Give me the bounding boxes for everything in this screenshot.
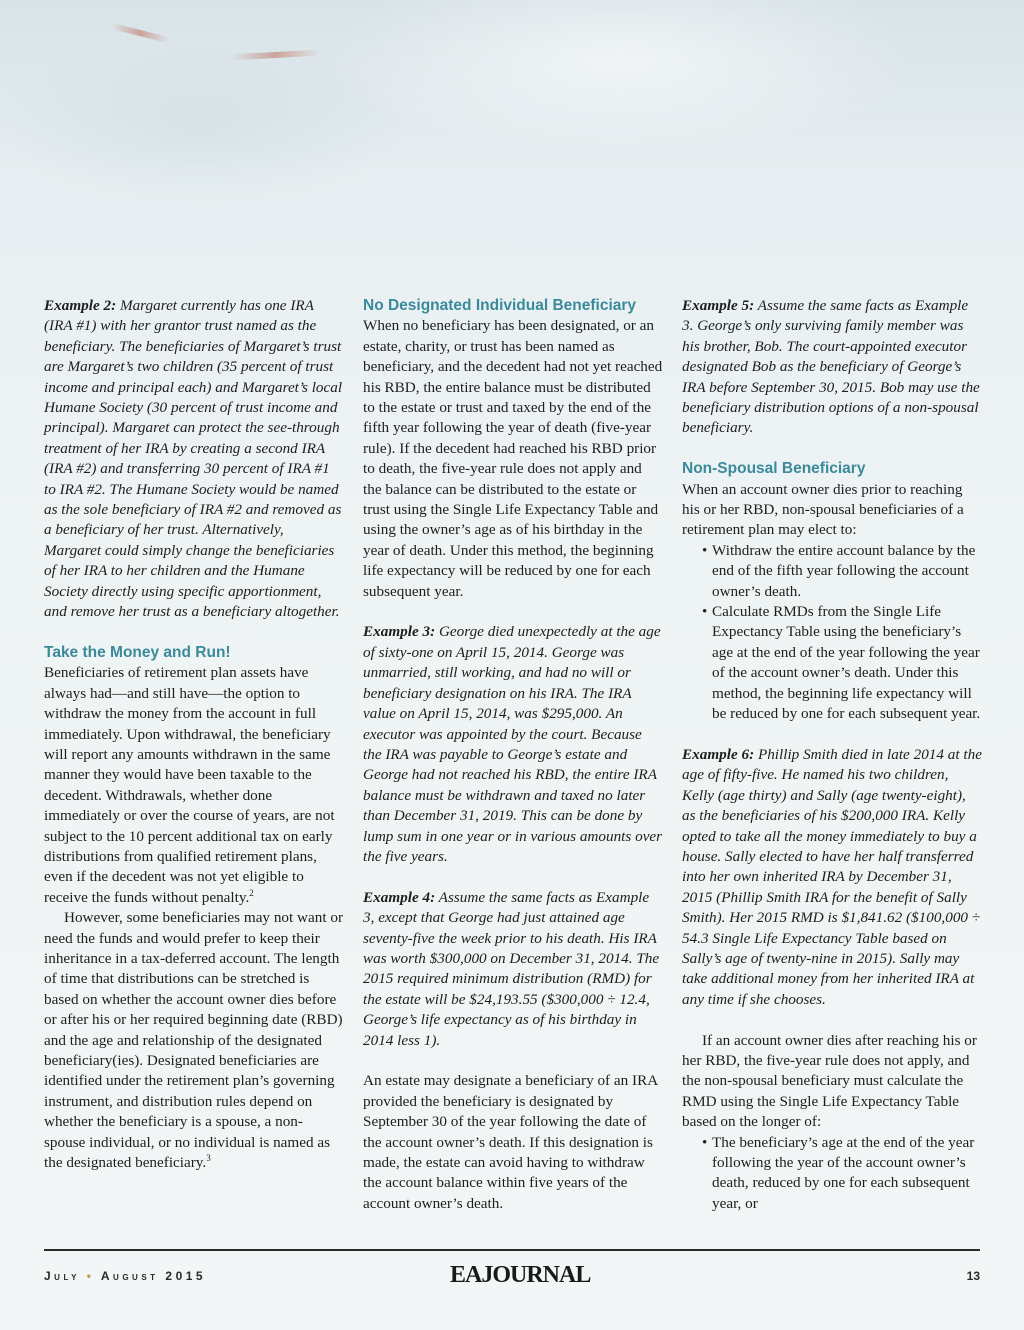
list-item: • The beneficiary’s age at the end of the year following the year of the account owner’s death, reduced by one for each subsequent year, or (682, 1133, 982, 1215)
example-2-label: Example 2: (44, 297, 117, 314)
example-2 (44, 296, 344, 623)
bullet-list (682, 1133, 982, 1215)
list-item: • Withdraw the entire account balance by the end of the fifth year following the account owner’s death. (682, 541, 982, 602)
example-4-text: Assume the same facts as Example 3, except that George had just attained age seventy-five the week prior to his death. His IRA was worth $300,000 on December 31, 2014. The 2015 required minimum distribution (RMD) for the estate will be $24,193.55 ($300,000 ÷ 12.4, George’s life expectancy as of his birthday in 2014 less 1). (363, 888, 660, 1049)
paragraph-text: Beneficiaries of retirement plan assets have always had—and still have—the option to withdraw the money from the account in full immediately. Upon withdrawal, the beneficiary will report any amounts withdrawn in the same manner they would have been taxable to the decedent. Withdrawals, whether done immediately or over the course of years, are not subject to the 10 percent additional tax on early distributions from qualified retirement plans, even if the decedent was not yet eligible to receive the funds without penalty. (44, 664, 335, 906)
heading-non-spousal-beneficiary: Non-Spousal Beneficiary (682, 460, 866, 478)
column-2 (363, 296, 663, 1214)
paragraph (44, 663, 344, 908)
example-6-text: Phillip Smith died in late 2014 at the age of fifty-five. He named his two children, Kelly (age thirty) and Sally (age twenty-eight), as the beneficiaries of his $200,000 IRA. Kelly opted to take all the money immediately to buy a house. Sally elected to have her half transferred into her own inherited IRA by December 31, 2015 (Phillip Smith IRA for the benefit of Sally Smith). Her 2015 RMD is $1,841.62 ($100,000 ÷ 54.3 Single Life Expectancy Table based on Sally’s age of twenty-nine in 2015). Sally may take additional money from her inherited IRA at any time if she chooses. (682, 745, 982, 1008)
footnote-ref: 2 (249, 887, 254, 898)
paragraph: If an account owner dies after reaching his or her RBD, the five-year rule does not apply, and the non-spousal beneficiary must calculate the RMD using the Single Life Expectancy Table based on the longer of: (682, 1031, 977, 1131)
separator-dot: • (86, 1269, 95, 1283)
issue-year: 2015 (165, 1269, 207, 1283)
issue-date (44, 1269, 206, 1283)
footnote-ref: 3 (206, 1152, 211, 1163)
photo-brush-stroke (110, 23, 170, 43)
paragraph-text: However, some beneficiaries may not want or need the funds and would prefer to keep their inheritance in a tax-deferred account. The length of time that distributions can be stretched is based on whether the account owner dies before or after his or her required beginning date (RBD) and the age and relationship of the designated beneficiary(ies). Designated beneficiaries are identified under the retirement plan’s governing instrument, and distribution rules depend on whether the beneficiary is a spouse, a non-spouse individual, or no individual is named as the designated beneficiary. (44, 909, 343, 1172)
example-4-label: Example 4: (363, 888, 436, 906)
example-3-text: George died unexpectedly at the age of sixty-one on April 15, 2014. George was unmarried, still working, and had no will or beneficiary designation on his IRA. The IRA value on April 15, 2014, was $295,000. An executor was appointed by the court. Because the IRA was payable to George’s estate and George had not reached his RBD, the entire IRA balance must be withdrawn and taxed no later than December 31, 2019. This can be done by lump sum in one year or in various amounts over the five years. (363, 623, 663, 865)
bullet-list (682, 541, 982, 725)
column-1 (44, 296, 344, 1173)
example-6 (682, 745, 982, 1010)
heading-take-the-money: Take the Money and Run! (44, 643, 231, 661)
example-4 (363, 888, 663, 1051)
heading-no-designated-beneficiary: No Designated Individual Beneficiary (363, 297, 637, 314)
example-5 (682, 296, 982, 439)
example-3-label: Example 3: (363, 623, 436, 641)
header-photo (0, 0, 1024, 290)
column-3 (682, 296, 982, 1214)
example-5-text: Assume the same facts as Example 3. George’s only surviving family member was his brother, Bob. The court-appointed executor designated Bob as the beneficiary of George’s IRA before September 30, 2015. Bob may use the beneficiary distribution options of a non-spousal beneficiary. (682, 297, 980, 437)
issue-month-1: July (44, 1269, 80, 1283)
paragraph: An estate may designate a beneficiary of an IRA provided the beneficiary is designated by September 30 of the year following the date of the account owner’s death. If this designation is made, the estate can avoid having to withdraw the account balance within five years of the account owner’s death. (363, 1072, 658, 1212)
example-3 (363, 622, 663, 867)
issue-month-2: August (100, 1269, 159, 1283)
footer-rule (44, 1249, 980, 1251)
example-5-label: Example 5: (682, 297, 755, 314)
paragraph: When an account owner dies prior to reaching his or her RBD, non-spousal beneficiaries of a retirement plan may elect to: (682, 480, 964, 539)
paragraph: When no beneficiary has been designated, or an estate, charity, or trust has been named as beneficiary, and the decedent had not yet reached his RBD, the entire balance must be distributed to the estate or trust and taxed by the end of the fifth year following the year of death (five-year rule). If the decedent had reached his RBD prior to death, the five-year rule does not apply and the balance can be distributed to the estate or trust using the Single Life Expectancy Table and using the owner’s age as of his birthday in the year of death. Under this method, the beginning life expectancy will be reduced by one for each subsequent year. (363, 317, 663, 600)
example-2-text: Margaret currently has one IRA (IRA #1) with her grantor trust named as the beneficiary. The beneficiaries of Margaret’s trust are Margaret’s two children (35 percent of trust income and principal each) and Margaret’s local Humane Society (30 percent of trust income and principal). Margaret can protect the see-through treatment of her IRA by creating a second IRA (IRA #2) and transferring 30 percent of IRA #1 to IRA #2. The Humane Society would be named as the sole beneficiary of IRA #2 and removed as a beneficiary of her trust. Alternatively, Margaret could simply change the beneficiaries of her IRA to her children and the Humane Society directly using specific apportionment, and remove her trust as a beneficiary altogether. (44, 297, 343, 621)
photo-brush-stroke (230, 50, 320, 61)
example-6-label: Example 6: (682, 745, 755, 763)
paragraph (44, 908, 344, 1173)
list-item: • Calculate RMDs from the Single Life Expectancy Table using the beneficiary’s age at the end of the year following the year of the account owner’s death. Under this method, the beginning life expectancy will be reduced by one for each subsequent year. (682, 602, 982, 724)
journal-logo: EAJOURNAL (450, 1262, 591, 1288)
page-number: 13 (966, 1269, 980, 1283)
